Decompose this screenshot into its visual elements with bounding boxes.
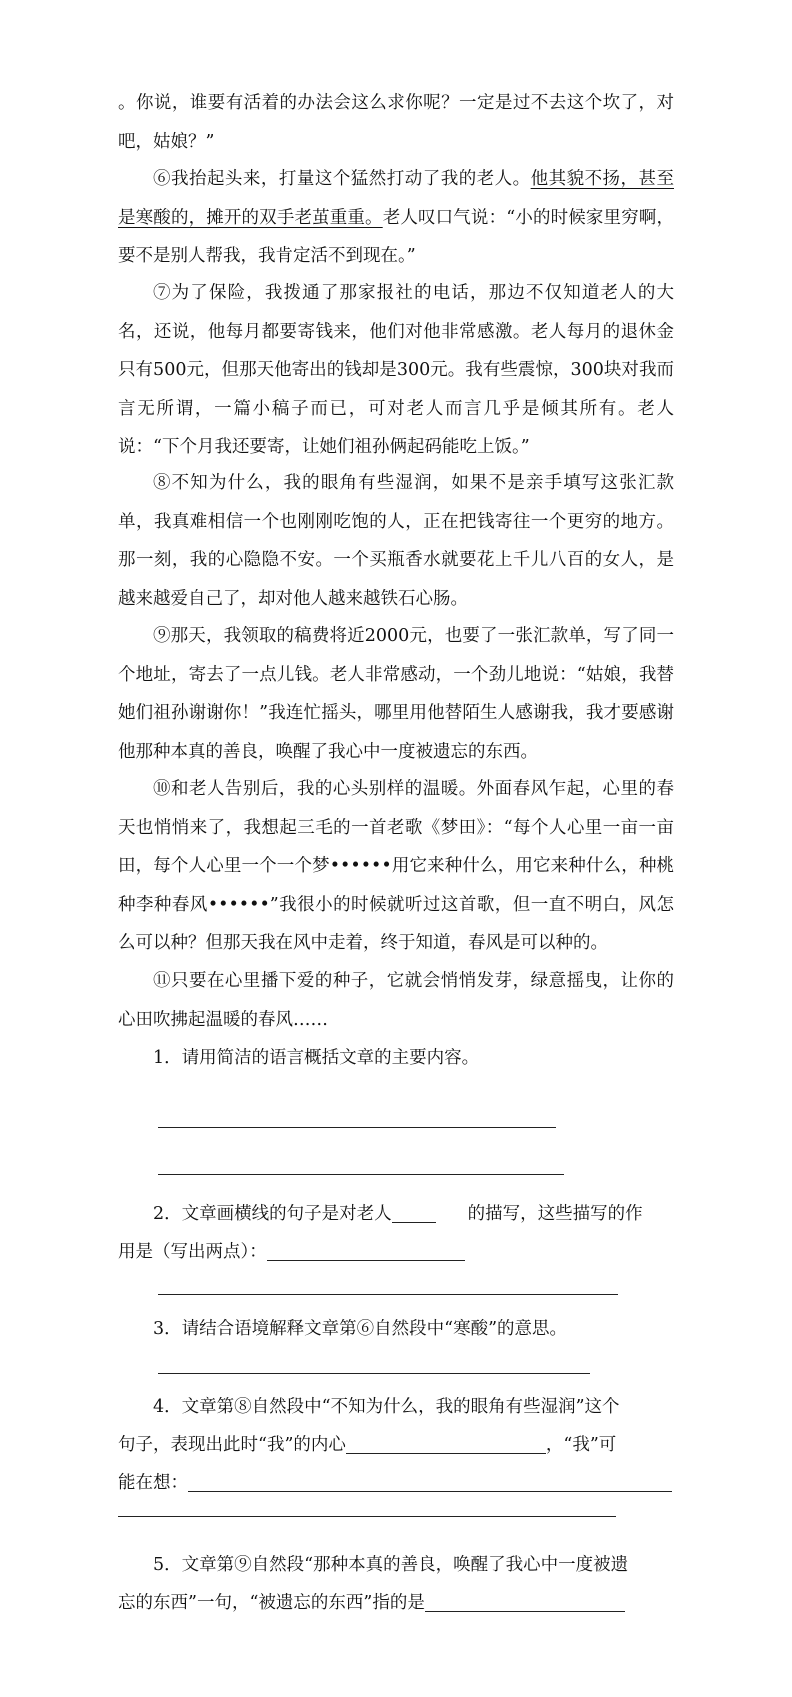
answer-blank-q4-2[interactable]: [188, 1471, 672, 1492]
paragraph-10: ⑩和老人告别后，我的心头别样的温暖。外面春风乍起，心里的春天也悄悄来了，我想起三毛的一首老歌《梦田》：“每个人心里一亩一亩田，每个人心里一个一个梦••••••用它来种什么，用它来种什么，种桃种李种春风••••••”我很小的时候就听过这首歌，但一直不明白，风怎么可以种？但那天我在风中走着，终于知道，春风是可以种的。: [118, 779, 674, 953]
question-4-line-2: 句子，表现出此时“我”的内心 ，“我”可: [118, 1435, 617, 1455]
question-1: 1．请用简洁的语言概括文章的主要内容。: [153, 1048, 480, 1068]
question-4-line-1: 4．文章第⑧自然段中“不知为什么，我的眼角有些湿润”这个: [153, 1397, 620, 1417]
answer-blank-q5[interactable]: [425, 1591, 625, 1612]
underlined-sentence: 他其貌不扬，甚至是寒酸的，摊开的双手老茧重重。: [118, 169, 674, 228]
question-5-line-2: 忘的东西”一句，“被遗忘的东西”指的是: [118, 1584, 625, 1623]
answer-line-q4-3[interactable]: [118, 1516, 616, 1517]
paragraph-7: ⑦为了保险，我拨通了那家报社的电话，那边不仅知道老人的大名，还说，他每月都要寄钱来，他们对他非常感激。老人每月的退休金只有500元，但那天他寄出的钱却是300元。我有些震惊，300块对我而言无所谓，一篇小稿子而已，可对老人而言几乎是倾其所有。老人说：“下个月我还要寄，让她们祖孙俩起码能吃上饭。”: [118, 283, 674, 457]
answer-line-q1-1[interactable]: [158, 1127, 556, 1128]
answer-line-q1-2[interactable]: [158, 1174, 564, 1175]
paragraph-9: ⑨那天，我领取的稿费将近2000元，也要了一张汇款单，写了同一个地址，寄去了一点儿钱。老人非常感动，一个劲儿地说：“姑娘，我替她们祖孙谢谢你！”我连忙摇头，哪里用他替陌生人感谢我，我才要感谢他那种本真的善良，唤醒了我心中一度被遗忘的东西。: [118, 626, 674, 762]
question-5-line-1: 5．文章第⑨自然段“那种本真的善良，唤醒了我心中一度被遗: [153, 1555, 629, 1575]
paragraph-continuation: 。你说，谁要有活着的办法会这么求你呢？一定是过不去这个坎了，对吧，姑娘？”: [118, 93, 674, 152]
question-4-line-3: 能在想：: [118, 1464, 672, 1503]
answer-blank-q2-1[interactable]: [392, 1202, 436, 1223]
question-2-line-2: 用是（写出两点）：: [118, 1233, 465, 1272]
answer-line-q2-3[interactable]: [158, 1294, 618, 1295]
answer-blank-q2-2[interactable]: [267, 1240, 465, 1261]
answer-blank-q4-1[interactable]: [346, 1433, 546, 1454]
answer-line-q3[interactable]: [158, 1373, 590, 1374]
paragraph-6: ⑥我抬起头来，打量这个猛然打动了我的老人。他其貌不扬，甚至是寒酸的，摊开的双手老茧重重。老人叹口气说：“小的时候家里穷啊，要不是别人帮我，我肯定活不到现在。”: [118, 169, 674, 266]
question-3: 3．请结合语境解释文章第⑥自然段中“寒酸”的意思。: [153, 1319, 568, 1339]
paragraph-11: ⑪只要在心里播下爱的种子，它就会悄悄发芽，绿意摇曳，让你的心田吹拂起温暖的春风……: [118, 971, 674, 1030]
paragraph-8: ⑧不知为什么，我的眼角有些湿润，如果不是亲手填写这张汇款单，我真难相信一个也刚刚吃饱的人，正在把钱寄往一个更穷的地方。那一刻，我的心隐隐不安。一个买瓶香水就要花上千儿八百的女人，是越来越爱自己了，却对他人越来越铁石心肠。: [118, 473, 674, 609]
question-2-line-1: 2．文章画横线的句子是对老人 的描写，这些描写的作: [153, 1204, 643, 1224]
